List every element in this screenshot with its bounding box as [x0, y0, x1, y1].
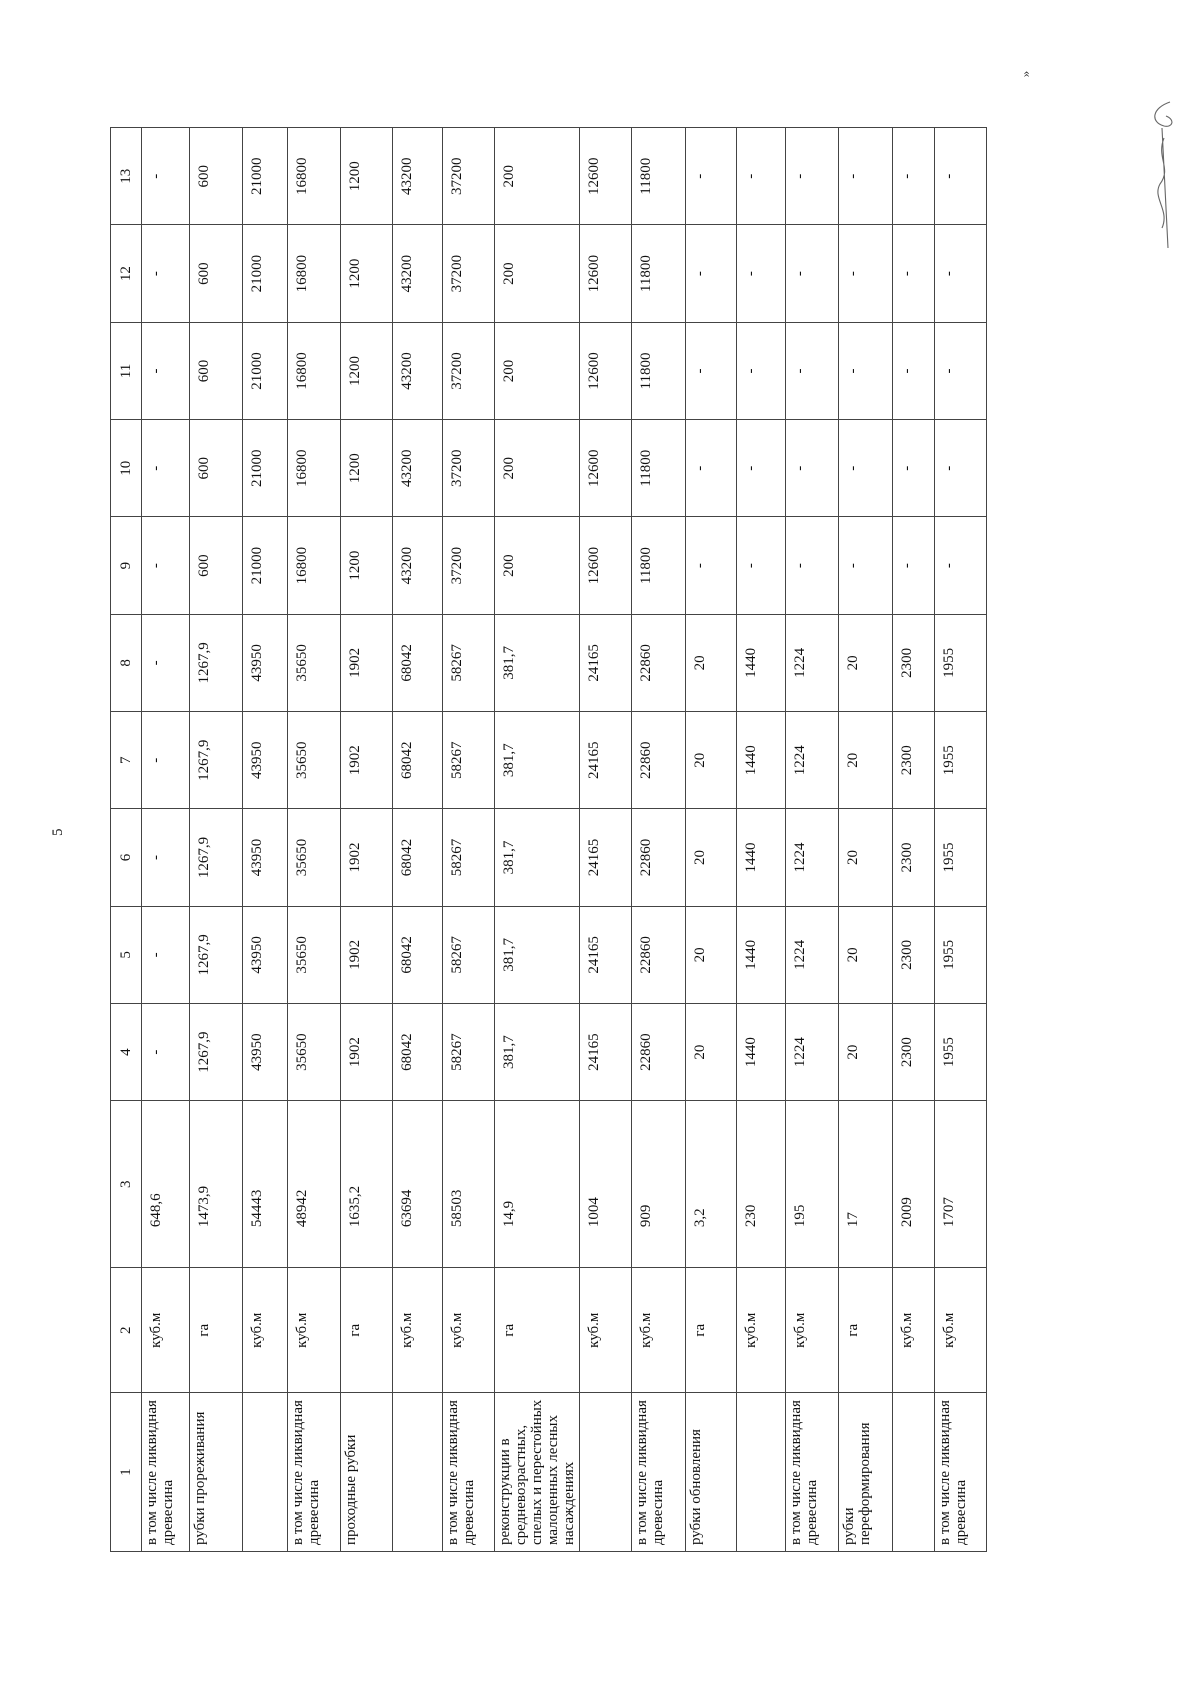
value-cell: 54443: [243, 1101, 288, 1268]
value-cell: -: [142, 906, 190, 1003]
unit-cell: куб.м: [786, 1268, 839, 1393]
value-cell: 648,6: [142, 1101, 190, 1268]
value-cell: -: [839, 517, 893, 614]
value-cell: 11800: [632, 517, 686, 614]
value-cell: 1267,9: [190, 712, 243, 809]
value-cell: 1224: [786, 712, 839, 809]
value-cell: 22860: [632, 712, 686, 809]
value-cell: 20: [686, 614, 737, 711]
row-name-cell: [737, 1393, 786, 1552]
value-cell: 68042: [393, 809, 443, 906]
value-cell: 20: [839, 712, 893, 809]
column-header-4: 4: [111, 1003, 142, 1100]
value-cell: -: [839, 225, 893, 322]
value-cell: -: [686, 322, 737, 419]
table-row: [288, 128, 341, 1552]
value-cell: 200: [495, 225, 580, 322]
value-cell: 600: [190, 420, 243, 517]
value-cell: 68042: [393, 1003, 443, 1100]
row-name-cell: [393, 1393, 443, 1552]
unit-cell: куб.м: [142, 1268, 190, 1393]
column-header-5: 5: [111, 906, 142, 1003]
value-cell: 381,7: [495, 1003, 580, 1100]
unit-cell: куб.м: [737, 1268, 786, 1393]
value-cell: 22860: [632, 906, 686, 1003]
value-cell: -: [935, 322, 987, 419]
value-cell: 20: [839, 1003, 893, 1100]
value-cell: 37200: [443, 128, 495, 225]
unit-cell: га: [190, 1268, 243, 1393]
table-row: [142, 128, 190, 1552]
value-cell: 1440: [737, 1003, 786, 1100]
value-cell: 16800: [288, 420, 341, 517]
value-cell: 35650: [288, 614, 341, 711]
value-cell: -: [737, 420, 786, 517]
page-number: 5: [50, 828, 66, 836]
value-cell: 1200: [341, 420, 393, 517]
table-wrapper: [110, 127, 969, 1552]
value-cell: 1902: [341, 809, 393, 906]
value-cell: 1473,9: [190, 1101, 243, 1268]
value-cell: 43950: [243, 906, 288, 1003]
table-row: [935, 128, 987, 1552]
value-cell: 58267: [443, 614, 495, 711]
column-header-7: 7: [111, 712, 142, 809]
value-cell: 24165: [580, 1003, 632, 1100]
value-cell: 11800: [632, 225, 686, 322]
value-cell: -: [893, 128, 935, 225]
unit-cell: куб.м: [580, 1268, 632, 1393]
value-cell: 1902: [341, 614, 393, 711]
handwritten-signature: [1142, 98, 1182, 258]
stray-mark: »: [1017, 70, 1033, 78]
value-cell: 11800: [632, 420, 686, 517]
unit-cell: куб.м: [288, 1268, 341, 1393]
value-cell: 37200: [443, 517, 495, 614]
value-cell: 16800: [288, 128, 341, 225]
felling-volume-table: [110, 127, 987, 1552]
value-cell: 1902: [341, 712, 393, 809]
table-row: [243, 128, 288, 1552]
value-cell: 1200: [341, 128, 393, 225]
value-cell: -: [935, 128, 987, 225]
value-cell: -: [786, 128, 839, 225]
value-cell: 43200: [393, 420, 443, 517]
value-cell: 58267: [443, 1003, 495, 1100]
column-header-12: 12: [111, 225, 142, 322]
value-cell: 1224: [786, 809, 839, 906]
value-cell: 2009: [893, 1101, 935, 1268]
value-cell: 24165: [580, 809, 632, 906]
unit-cell: куб.м: [243, 1268, 288, 1393]
row-name-cell: в том числе ликвидная древесина: [632, 1393, 686, 1552]
row-name-cell: в том числе ликвидная древесина: [786, 1393, 839, 1552]
value-cell: 12600: [580, 420, 632, 517]
column-header-2: 2: [111, 1268, 142, 1393]
value-cell: -: [686, 517, 737, 614]
value-cell: 48942: [288, 1101, 341, 1268]
value-cell: 1267,9: [190, 809, 243, 906]
value-cell: 1267,9: [190, 1003, 243, 1100]
value-cell: 20: [686, 712, 737, 809]
row-name-cell: проходные рубки: [341, 1393, 393, 1552]
value-cell: 1440: [737, 614, 786, 711]
value-cell: 1267,9: [190, 614, 243, 711]
value-cell: 21000: [243, 128, 288, 225]
value-cell: 600: [190, 322, 243, 419]
value-cell: 35650: [288, 1003, 341, 1100]
value-cell: 200: [495, 128, 580, 225]
row-name-cell: в том числе ликвидная древесина: [288, 1393, 341, 1552]
value-cell: 12600: [580, 517, 632, 614]
value-cell: -: [142, 712, 190, 809]
value-cell: -: [737, 322, 786, 419]
value-cell: 1267,9: [190, 906, 243, 1003]
value-cell: 20: [686, 1003, 737, 1100]
row-name-cell: рубки переформирования: [839, 1393, 893, 1552]
value-cell: 58267: [443, 809, 495, 906]
value-cell: -: [935, 225, 987, 322]
value-cell: 43950: [243, 614, 288, 711]
value-cell: 20: [839, 614, 893, 711]
value-cell: -: [142, 128, 190, 225]
table-row: [190, 128, 243, 1552]
unit-cell: куб.м: [443, 1268, 495, 1393]
value-cell: 43200: [393, 517, 443, 614]
value-cell: 2300: [893, 1003, 935, 1100]
value-cell: 43950: [243, 809, 288, 906]
value-cell: 1635,2: [341, 1101, 393, 1268]
column-header-6: 6: [111, 809, 142, 906]
unit-cell: куб.м: [632, 1268, 686, 1393]
value-cell: -: [686, 225, 737, 322]
value-cell: 909: [632, 1101, 686, 1268]
value-cell: -: [786, 322, 839, 419]
value-cell: 43200: [393, 322, 443, 419]
value-cell: 24165: [580, 906, 632, 1003]
table-row: [495, 128, 580, 1552]
value-cell: -: [142, 1003, 190, 1100]
value-cell: 37200: [443, 225, 495, 322]
value-cell: 195: [786, 1101, 839, 1268]
table-row: [580, 128, 632, 1552]
table-row: [632, 128, 686, 1552]
value-cell: -: [737, 517, 786, 614]
value-cell: -: [839, 128, 893, 225]
table-row: [341, 128, 393, 1552]
header-row: [111, 128, 142, 1552]
column-header-9: 9: [111, 517, 142, 614]
row-name-cell: в том числе ликвидная древесина: [935, 1393, 987, 1552]
value-cell: -: [935, 517, 987, 614]
value-cell: 12600: [580, 128, 632, 225]
value-cell: 2300: [893, 906, 935, 1003]
value-cell: 24165: [580, 712, 632, 809]
value-cell: -: [142, 517, 190, 614]
unit-cell: га: [839, 1268, 893, 1393]
value-cell: 58503: [443, 1101, 495, 1268]
value-cell: 1440: [737, 712, 786, 809]
value-cell: 1200: [341, 517, 393, 614]
value-cell: 16800: [288, 322, 341, 419]
value-cell: 1200: [341, 225, 393, 322]
table-row: [737, 128, 786, 1552]
value-cell: 1224: [786, 906, 839, 1003]
table-row: [893, 128, 935, 1552]
unit-cell: куб.м: [935, 1268, 987, 1393]
value-cell: 21000: [243, 225, 288, 322]
value-cell: 68042: [393, 614, 443, 711]
value-cell: 381,7: [495, 614, 580, 711]
value-cell: 600: [190, 225, 243, 322]
value-cell: 20: [839, 809, 893, 906]
value-cell: -: [686, 420, 737, 517]
unit-cell: куб.м: [393, 1268, 443, 1393]
column-header-11: 11: [111, 322, 142, 419]
value-cell: 381,7: [495, 712, 580, 809]
value-cell: 1224: [786, 614, 839, 711]
value-cell: 11800: [632, 128, 686, 225]
row-name-cell: рубки прореживания: [190, 1393, 243, 1552]
value-cell: 12600: [580, 322, 632, 419]
row-name-cell: рубки обновления: [686, 1393, 737, 1552]
column-header-8: 8: [111, 614, 142, 711]
value-cell: 1955: [935, 809, 987, 906]
value-cell: 1955: [935, 1003, 987, 1100]
value-cell: -: [142, 225, 190, 322]
table-row: [443, 128, 495, 1552]
value-cell: 1955: [935, 712, 987, 809]
value-cell: 22860: [632, 1003, 686, 1100]
value-cell: -: [893, 225, 935, 322]
value-cell: 1902: [341, 1003, 393, 1100]
value-cell: 20: [839, 906, 893, 1003]
value-cell: -: [142, 420, 190, 517]
value-cell: 22860: [632, 614, 686, 711]
value-cell: 35650: [288, 906, 341, 1003]
value-cell: 21000: [243, 517, 288, 614]
value-cell: 230: [737, 1101, 786, 1268]
value-cell: 37200: [443, 322, 495, 419]
value-cell: 200: [495, 517, 580, 614]
value-cell: 12600: [580, 225, 632, 322]
value-cell: -: [786, 517, 839, 614]
value-cell: 63694: [393, 1101, 443, 1268]
unit-cell: га: [495, 1268, 580, 1393]
value-cell: 21000: [243, 420, 288, 517]
value-cell: 200: [495, 322, 580, 419]
value-cell: -: [893, 517, 935, 614]
unit-cell: га: [686, 1268, 737, 1393]
value-cell: -: [142, 614, 190, 711]
value-cell: 1707: [935, 1101, 987, 1268]
table-row: [686, 128, 737, 1552]
value-cell: 22860: [632, 809, 686, 906]
value-cell: -: [142, 809, 190, 906]
column-header-13: 13: [111, 128, 142, 225]
unit-cell: куб.м: [893, 1268, 935, 1393]
value-cell: -: [935, 420, 987, 517]
value-cell: 1440: [737, 809, 786, 906]
value-cell: 68042: [393, 906, 443, 1003]
table-row: [839, 128, 893, 1552]
value-cell: 43200: [393, 225, 443, 322]
value-cell: 200: [495, 420, 580, 517]
value-cell: 1955: [935, 614, 987, 711]
value-cell: -: [686, 128, 737, 225]
value-cell: 68042: [393, 712, 443, 809]
table-row: [786, 128, 839, 1552]
value-cell: 381,7: [495, 906, 580, 1003]
value-cell: -: [893, 420, 935, 517]
row-name-cell: [580, 1393, 632, 1552]
row-name-cell: [893, 1393, 935, 1552]
value-cell: 17: [839, 1101, 893, 1268]
value-cell: 2300: [893, 614, 935, 711]
value-cell: 43950: [243, 712, 288, 809]
column-header-3: 3: [111, 1101, 142, 1268]
value-cell: 16800: [288, 225, 341, 322]
table-row: [393, 128, 443, 1552]
value-cell: 24165: [580, 614, 632, 711]
row-name-cell: [243, 1393, 288, 1552]
value-cell: -: [786, 420, 839, 517]
value-cell: -: [737, 225, 786, 322]
value-cell: -: [737, 128, 786, 225]
value-cell: 1200: [341, 322, 393, 419]
value-cell: 600: [190, 517, 243, 614]
row-name-cell: в том числе ликвидная древесина: [443, 1393, 495, 1552]
value-cell: -: [839, 420, 893, 517]
value-cell: 14,9: [495, 1101, 580, 1268]
value-cell: 381,7: [495, 809, 580, 906]
value-cell: 58267: [443, 712, 495, 809]
unit-cell: га: [341, 1268, 393, 1393]
value-cell: 58267: [443, 906, 495, 1003]
value-cell: 35650: [288, 712, 341, 809]
value-cell: 1440: [737, 906, 786, 1003]
value-cell: -: [893, 322, 935, 419]
value-cell: 2300: [893, 809, 935, 906]
value-cell: 16800: [288, 517, 341, 614]
value-cell: -: [142, 322, 190, 419]
value-cell: 43950: [243, 1003, 288, 1100]
value-cell: 43200: [393, 128, 443, 225]
value-cell: 20: [686, 906, 737, 1003]
column-header-10: 10: [111, 420, 142, 517]
value-cell: 20: [686, 809, 737, 906]
value-cell: 21000: [243, 322, 288, 419]
value-cell: 11800: [632, 322, 686, 419]
row-name-cell: реконструкции в средневозрастных, спелых и перестойных малоценных лесных насаждениях: [495, 1393, 580, 1552]
value-cell: 1902: [341, 906, 393, 1003]
row-name-cell: в том числе ликвидная древесина: [142, 1393, 190, 1552]
value-cell: -: [786, 225, 839, 322]
value-cell: 2300: [893, 712, 935, 809]
value-cell: -: [839, 322, 893, 419]
value-cell: 37200: [443, 420, 495, 517]
value-cell: 1224: [786, 1003, 839, 1100]
value-cell: 3,2: [686, 1101, 737, 1268]
value-cell: 1004: [580, 1101, 632, 1268]
value-cell: 35650: [288, 809, 341, 906]
column-header-1: 1: [111, 1393, 142, 1552]
value-cell: 600: [190, 128, 243, 225]
value-cell: 1955: [935, 906, 987, 1003]
